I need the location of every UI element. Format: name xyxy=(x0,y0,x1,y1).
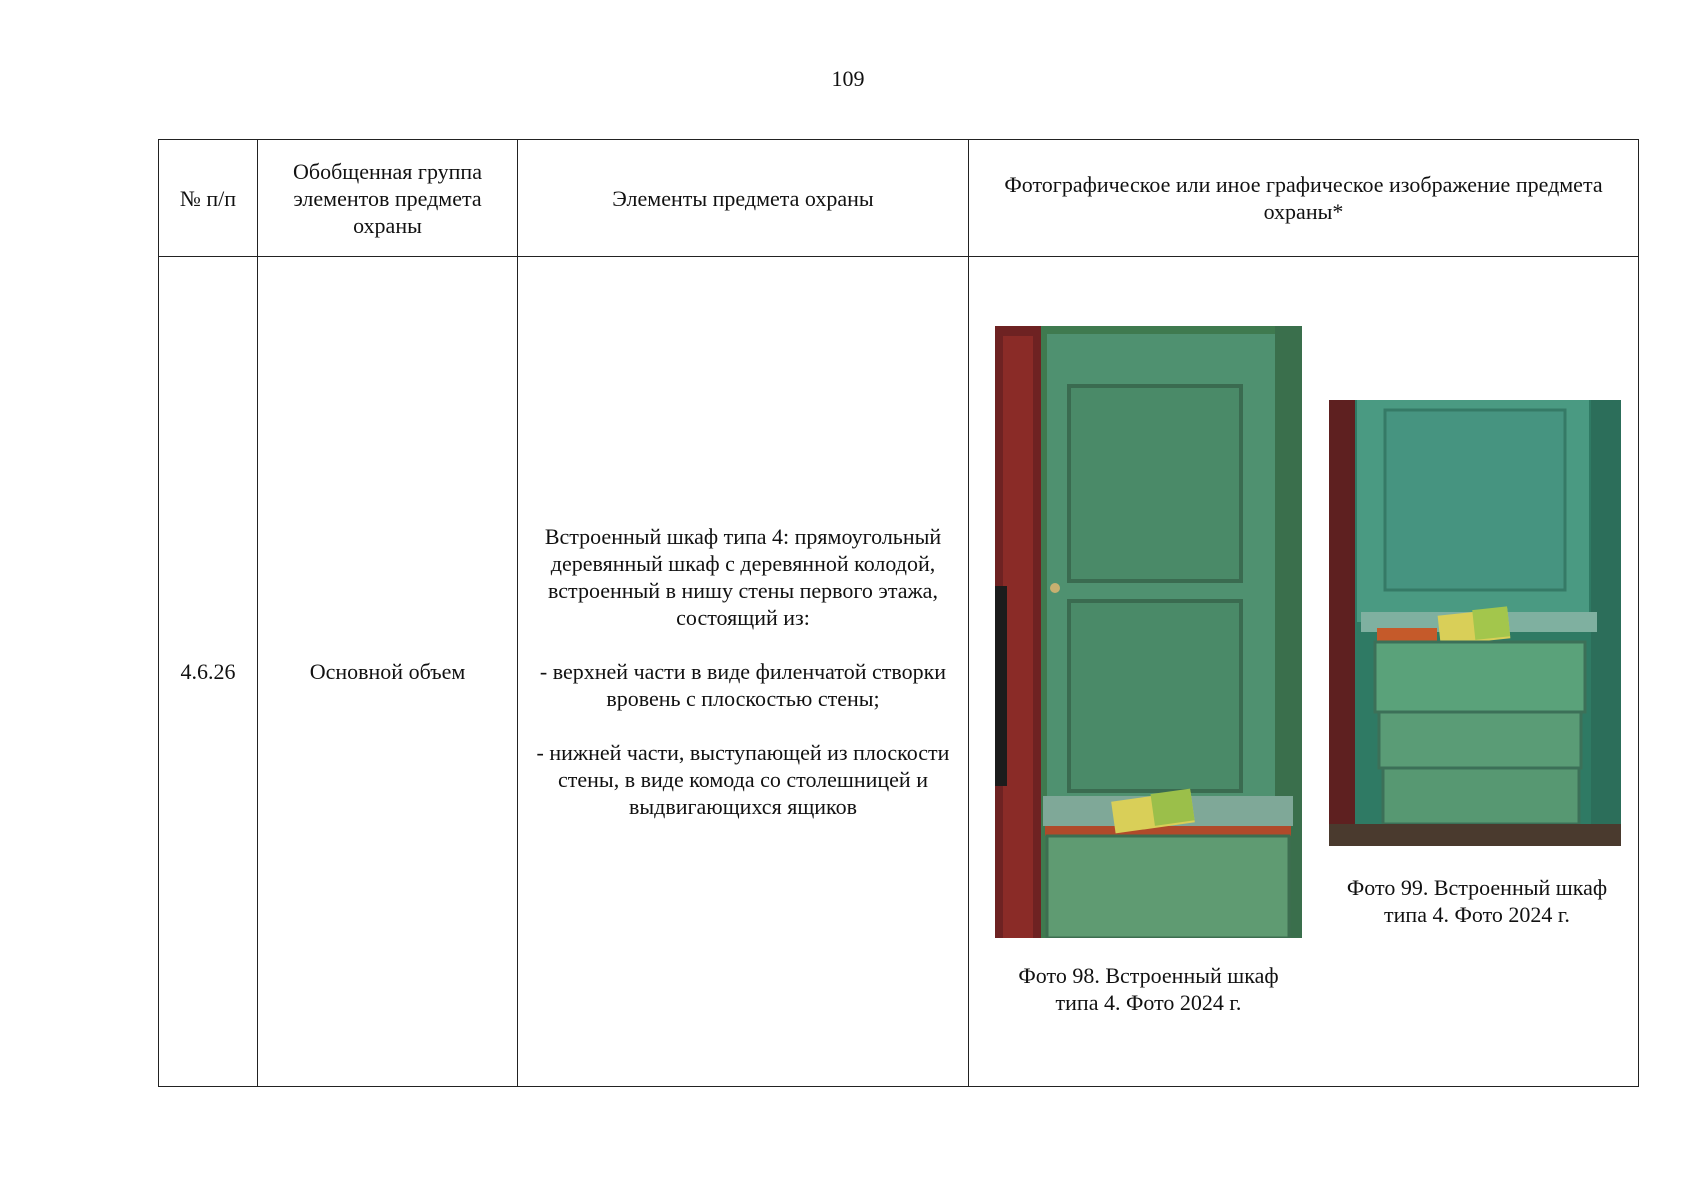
row-num: 4.6.26 xyxy=(159,257,258,1087)
element-paragraph: - верхней части в виде филенчатой створки вровень с плоскостью стены; xyxy=(539,659,947,711)
page-number: 109 xyxy=(831,66,865,91)
photo-98 xyxy=(995,326,1302,938)
photo-99-caption: Фото 99. Встроенный шкаф типа 4. Фото 2024 г. xyxy=(1346,875,1608,927)
row-group: Основной объем xyxy=(258,257,518,1087)
header-num: № п/п xyxy=(159,140,258,257)
row-images xyxy=(969,257,1639,1087)
photo-98-caption: Фото 98. Встроенный шкаф типа 4. Фото 2024 г. xyxy=(1018,963,1279,1015)
element-paragraph: - нижней части, выступающей из плоскости стены, в виде комода со столешницей и выдвигающихся ящиков xyxy=(536,740,950,819)
element-paragraph: Встроенный шкаф типа 4: прямоугольный деревянный шкаф с деревянной колодой, встроенный в нишу стены первого этажа, состоящий из: xyxy=(544,524,942,630)
table-row xyxy=(159,257,1639,1087)
header-group: Обобщенная группа элементов предмета охраны xyxy=(258,140,518,257)
table-header-row xyxy=(159,140,1639,257)
row-elements xyxy=(518,257,969,1087)
photo-99 xyxy=(1329,400,1621,846)
header-image: Фотографическое или иное графическое изображение предмета охраны* xyxy=(969,140,1639,257)
protection-table xyxy=(158,139,1639,1087)
header-elements: Элементы предмета охраны xyxy=(518,140,969,257)
